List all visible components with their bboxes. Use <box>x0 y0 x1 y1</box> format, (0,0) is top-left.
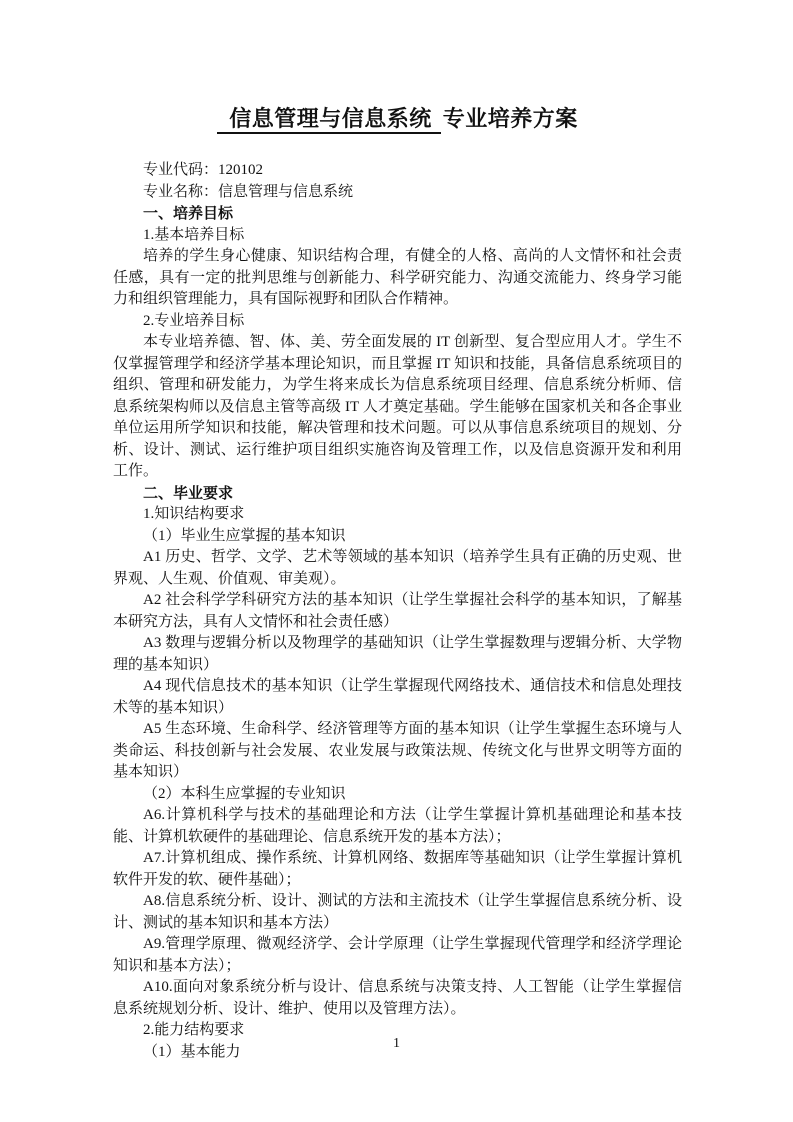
paragraph: 培养的学生身心健康、知识结构合理，有健全的人格、高尚的人文情怀和社会责任感，具有一定的批判思维与创新能力、科学研究能力、沟通交流能力、终身学习能力和组织管理能力，具有国际视野和团队合作精神。 <box>113 248 682 307</box>
paragraph: A9.管理学原理、微观经济学、会计学原理（让学生掌握现代管理学和经济学理论知识和基本方法）； <box>113 936 682 974</box>
paragraph: A10.面向对象系统分析与设计、信息系统与决策支持、人工智能（让学生掌握信息系统规划分析、设计、维护、使用以及管理方法）。 <box>113 979 682 1017</box>
paragraph: A2 社会科学学科研究方法的基本知识（让学生掌握社会科学的基本知识，了解基本研究方法，具有人文情怀和社会责任感） <box>113 592 682 630</box>
title-underlined-text: 信息管理与信息系统 <box>217 106 441 134</box>
document-body <box>113 160 682 1063</box>
paragraph: A6.计算机科学与技术的基础理论和方法（让学生掌握计算机基础理论和基本技能、计算机软硬件的基础理论、信息系统开发的基本方法）； <box>113 807 682 845</box>
section-heading: 一、培养目标 <box>143 205 234 222</box>
paragraph: A5 生态环境、生命科学、经济管理等方面的基本知识（让学生掌握生态环境与人类命运、科技创新与社会发展、农业发展与政策法规、传统文化与世界文明等方面的基本知识） <box>113 721 682 780</box>
page-title <box>113 104 682 134</box>
paragraph: 1.基本培养目标 <box>143 226 245 243</box>
paragraph: （1）毕业生应掌握的基本知识 <box>143 527 346 544</box>
paragraph: A7.计算机组成、操作系统、计算机网络、数据库等基础知识（让学生掌握计算机软件开发的软、硬件基础）； <box>113 850 682 888</box>
paragraph: （2）本科生应掌握的专业知识 <box>143 785 346 802</box>
paragraph: 1.知识结构要求 <box>143 506 245 522</box>
paragraph: A3 数理与逻辑分析以及物理学的基础知识（让学生掌握数理与逻辑分析、大学物理的基本知识） <box>113 635 682 673</box>
paragraph: A8.信息系统分析、设计、测试的方法和主流技术（让学生掌握信息系统分析、设计、测试的基本知识和基本方法） <box>113 893 682 931</box>
paragraph: 2.能力结构要求 <box>143 1022 245 1038</box>
paragraph: 专业代码：120102 <box>143 162 264 178</box>
paragraph: 本专业培养德、智、体、美、劳全面发展的 IT 创新型、复合型应用人才。学生不仅掌握管理学和经济学基本理论知识，而且掌握 IT 知识和技能，具备信息系统项目的组织、管理和研发能力，为学生将来成长为信息系统项目经理、信息系统分析师、信息系统架构师以及信息主管等高级 IT 人才奠定基础。学生能够在国家机关和各企事业单位运用所学知识和技能，解决管理和技术问题。可以从事信息系统项目的规划、分析、设计、测试、运行维护项目组织实施咨询及管理工作，以及信息资源开发和利用工作。 <box>113 334 682 479</box>
paragraph: （1）基本能力 <box>143 1043 241 1060</box>
paragraph: 2.专业培养目标 <box>143 312 245 329</box>
title-rest-text: 专业培养方案 <box>442 106 578 131</box>
page-number: 1 <box>393 1036 400 1051</box>
paragraph: A4 现代信息技术的基本知识（让学生掌握现代网络技术、通信技术和信息处理技术等的基本知识） <box>113 678 682 716</box>
section-heading: 二、毕业要求 <box>143 484 234 502</box>
paragraph: A1 历史、哲学、文学、艺术等领域的基本知识（培养学生具有正确的历史观、世界观、人生观、价值观、审美观）。 <box>113 549 682 587</box>
paragraph: 专业名称：信息管理与信息系统 <box>143 183 354 200</box>
